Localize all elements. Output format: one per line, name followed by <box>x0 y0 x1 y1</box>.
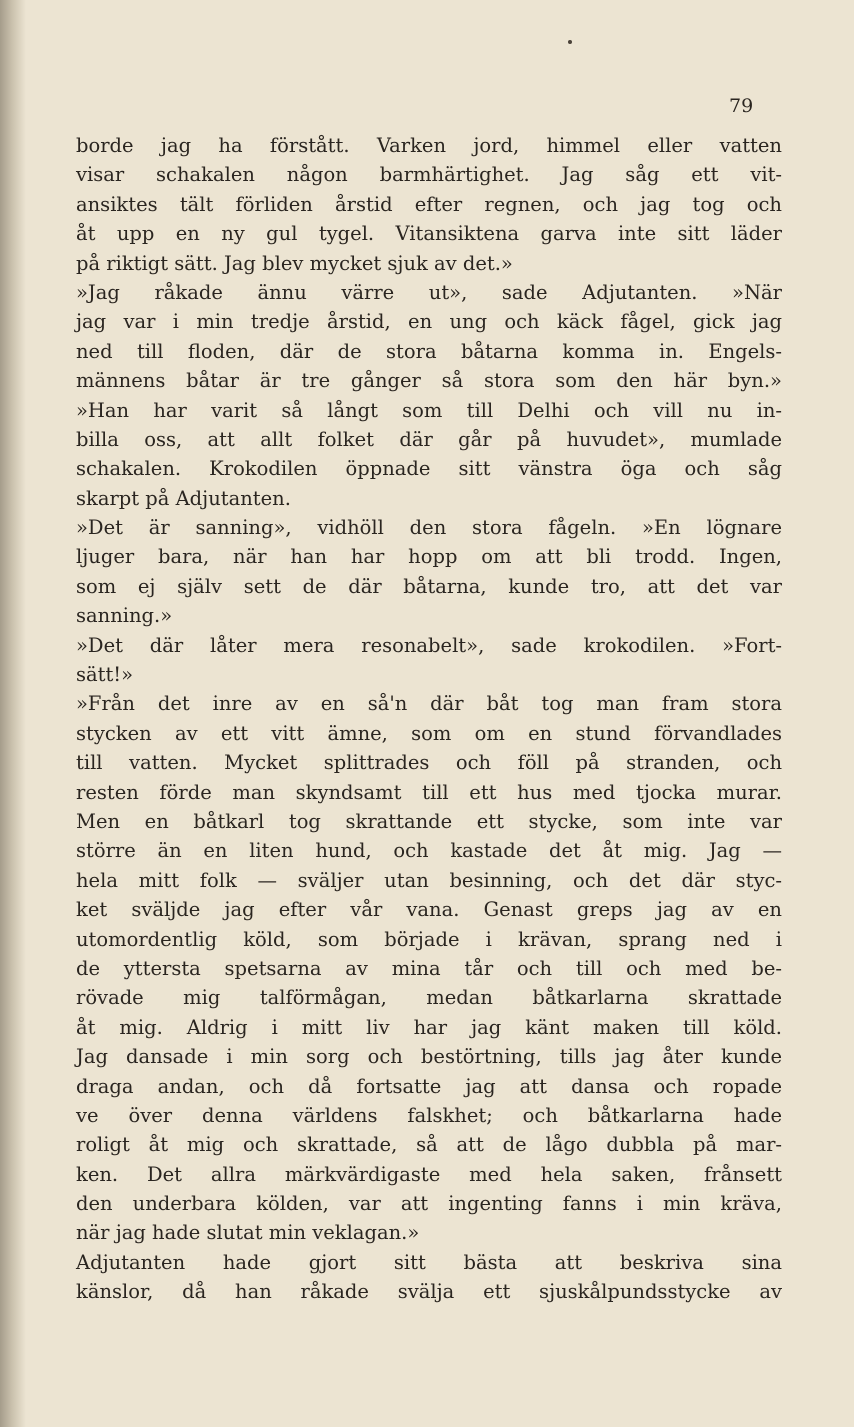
text-line: sätt!» <box>76 663 134 687</box>
text-line: Men en båtkarl tog skrattande ett stycke, som inte var <box>76 809 782 833</box>
text-line: åt upp en ny gul tygel. Vitansiktena garva inte sitt läder <box>76 222 782 246</box>
text-line: ljuger bara, när han har hopp om att bli trodd. Ingen, <box>76 545 782 569</box>
text-line: skarpt på Adjutanten. <box>76 486 291 510</box>
text-line: billa oss, att allt folket där går på huvudet», mumlade <box>76 427 782 451</box>
text-line: ken. Det allra märkvärdigaste med hela saken, frånsett <box>76 1162 782 1186</box>
text-line: borde jag ha förstått. Varken jord, himmel eller vatten <box>76 134 782 157</box>
page-number: 79 <box>729 95 754 117</box>
text-line: som ej själv sett de där båtarna, kunde tro, att det var <box>76 574 782 598</box>
text-line: till vatten. Mycket splittrades och föll på stranden, och <box>76 751 782 775</box>
text-line: jag var i min tredje årstid, en ung och käck fågel, gick jag <box>76 310 782 334</box>
text-line: Adjutanten hade gjort sitt bästa att beskriva sina <box>76 1250 782 1274</box>
text-line: större än en liten hund, och kastade det åt mig. Jag — <box>76 839 782 863</box>
text-line: hela mitt folk — sväljer utan besinning, och det där styc- <box>76 868 782 892</box>
text-line: utomordentlig köld, som började i krävan, sprang ned i <box>76 927 782 951</box>
text-line: »Det där låter mera resonabelt», sade krokodilen. »Fort- <box>76 633 782 657</box>
text-line: rövade mig talförmågan, medan båtkarlarna skrattade <box>76 986 782 1010</box>
text-line: sanning.» <box>76 604 173 628</box>
text-line: åt mig. Aldrig i mitt liv har jag känt maken till köld. <box>76 1015 782 1039</box>
text-line: den underbara kölden, var att ingenting fanns i min kräva, <box>76 1192 782 1216</box>
text-line: »Han har varit så långt som till Delhi och vill nu in- <box>76 398 782 422</box>
text-line: draga andan, och då fortsatte jag att dansa och ropade <box>76 1074 782 1098</box>
text-line: »Jag råkade ännu värre ut», sade Adjutanten. »När <box>76 280 782 304</box>
text-line: känslor, då han råkade svälja ett sjuskålpundsstycke av <box>76 1280 782 1304</box>
text-line: schakalen. Krokodilen öppnade sitt vänstra öga och såg <box>76 457 782 481</box>
print-speck <box>568 40 572 44</box>
text-line: Jag dansade i min sorg och bestörtning, tills jag åter kunde <box>76 1045 782 1069</box>
text-line: på riktigt sätt. Jag blev mycket sjuk av det.» <box>76 251 513 275</box>
text-line: de yttersta spetsarna av mina tår och till och med be- <box>76 956 782 980</box>
text-line: roligt åt mig och skrattade, så att de lågo dubbla på mar- <box>76 1133 782 1157</box>
text-line: männens båtar är tre gånger så stora som den här byn.» <box>76 369 782 393</box>
text-line: »Det är sanning», vidhöll den stora fågeln. »En lögnare <box>76 516 782 540</box>
text-line: när jag hade slutat min veklagan.» <box>76 1221 420 1245</box>
text-line: ve över denna världens falskhet; och båtkarlarna hade <box>76 1103 782 1127</box>
body-text <box>76 131 782 1307</box>
text-line: ansiktes tält förliden årstid efter regnen, och jag tog och <box>76 192 782 216</box>
text-line: ned till floden, där de stora båtarna komma in. Engels- <box>76 339 782 363</box>
text-line: ket sväljde jag efter vår vana. Genast greps jag av en <box>76 898 782 922</box>
page-binding-shadow <box>0 0 26 1427</box>
text-line: stycken av ett vitt ämne, som om en stund förvandlades <box>76 721 782 745</box>
text-line: »Från det inre av en så'n där båt tog man fram stora <box>76 692 782 716</box>
text-line: visar schakalen någon barmhärtighet. Jag såg ett vit- <box>76 163 782 187</box>
text-line: resten förde man skyndsamt till ett hus med tjocka murar. <box>76 780 782 804</box>
